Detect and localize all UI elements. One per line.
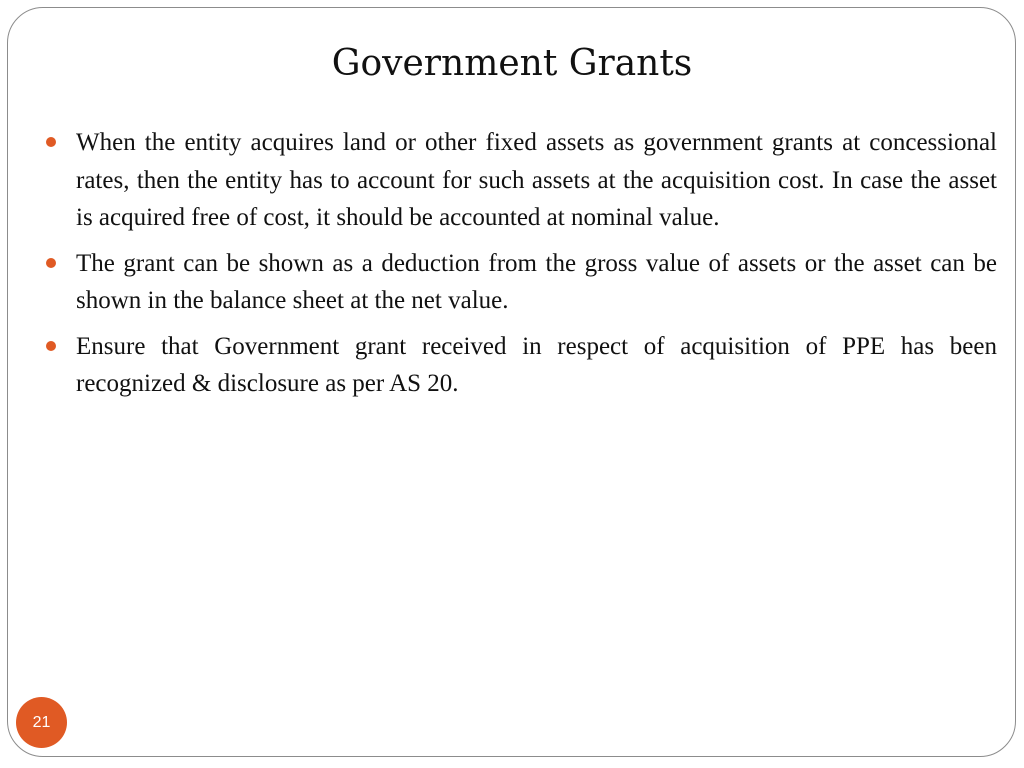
bullet-dot-icon bbox=[46, 258, 56, 268]
page-number-badge: 21 bbox=[16, 697, 67, 748]
bullet-text: The grant can be shown as a deduction from the gross value of assets or the asset can be shown in the balance sheet at the net value. bbox=[76, 249, 997, 314]
bullet-text: When the entity acquires land or other fixed assets as government grants at concessional rates, then the entity has to account for such assets at the acquisition cost. In case the asset is acquired free of cost, it should be accounted at nominal value. bbox=[76, 129, 997, 231]
bullet-item bbox=[46, 124, 997, 237]
bullet-item bbox=[46, 245, 997, 320]
slide-title: Government Grants bbox=[331, 43, 693, 84]
bullet-dot-icon bbox=[46, 137, 56, 147]
bullet-text: Ensure that Government grant received in respect of acquisition of PPE has been recognized & disclosure as per AS 20. bbox=[76, 332, 997, 397]
bullet-item bbox=[46, 328, 997, 403]
bullet-dot-icon bbox=[46, 341, 56, 351]
bullet-list bbox=[46, 124, 997, 411]
